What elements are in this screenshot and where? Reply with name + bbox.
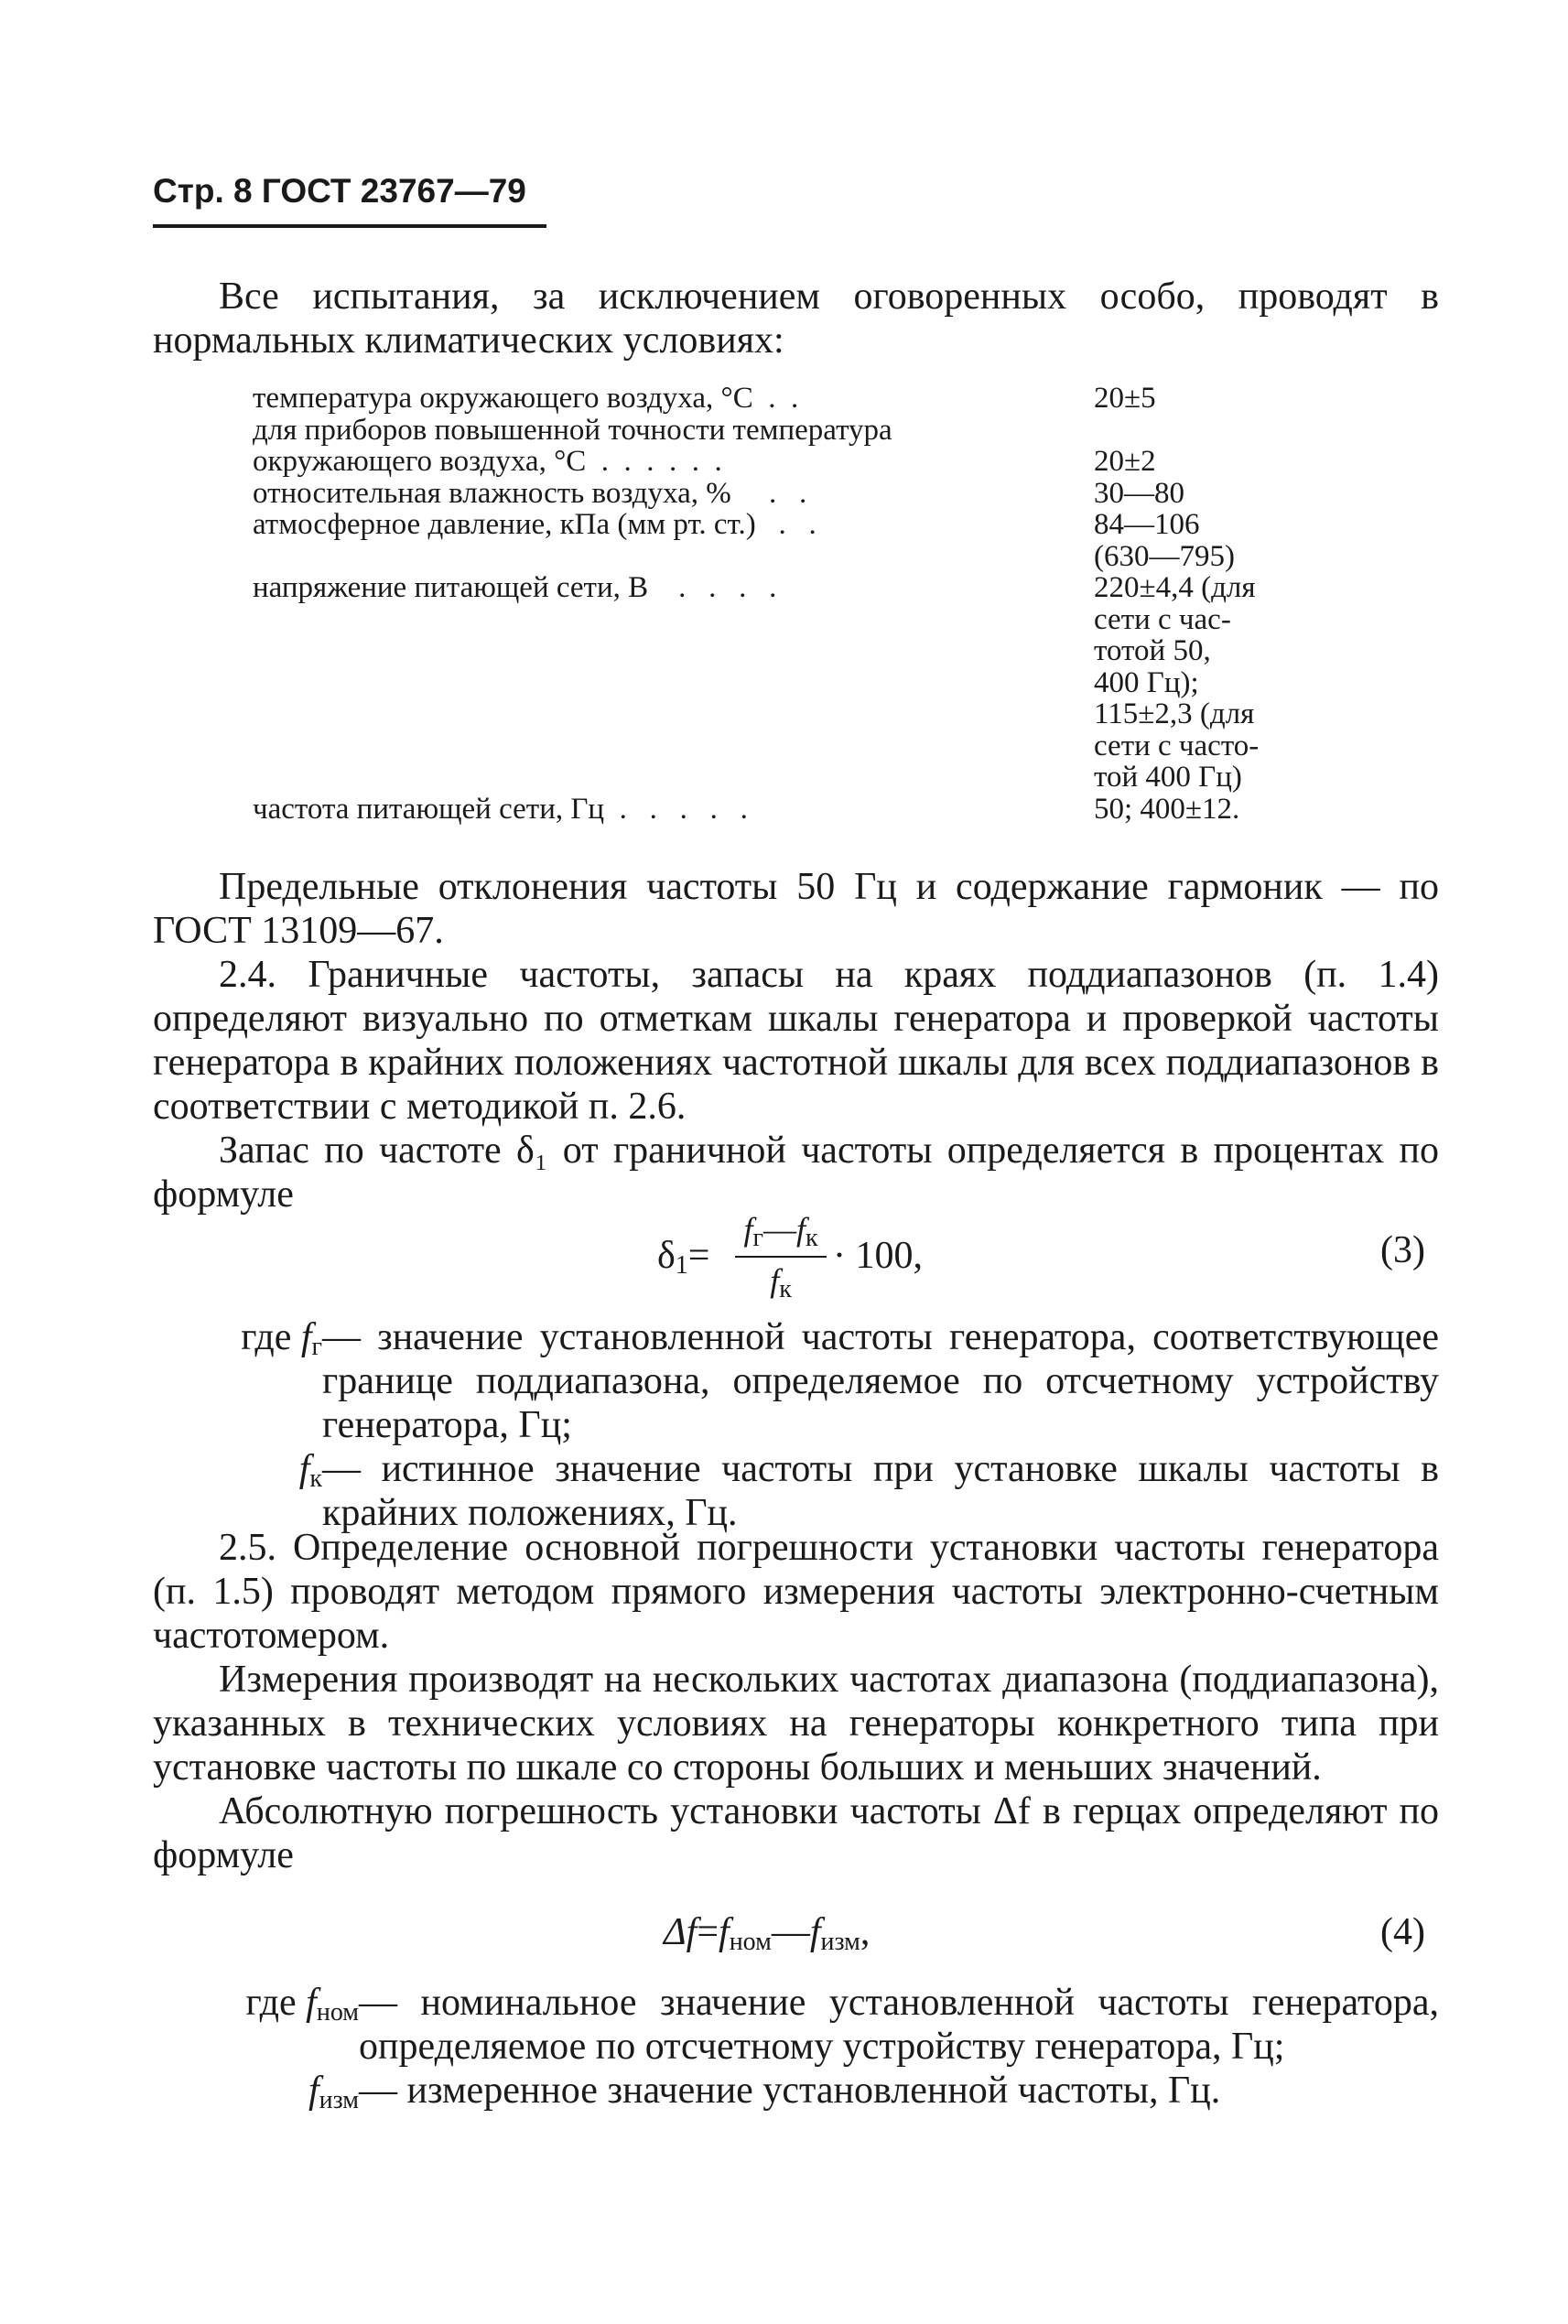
legend-row <box>153 2069 1439 2123</box>
condition-value: 220±4,4 (для сети с час- тотой 50, 400 Гц); 115±2,3 (для сети с часто- той 400 Гц) <box>1094 571 1260 794</box>
formula3-numerator: $f_г—f_к$ <box>743 1211 818 1252</box>
condition-value: 20±5 <box>1094 382 1156 415</box>
condition-value: 20±2 <box>1094 445 1156 478</box>
formula4-number: (4) <box>1380 1911 1425 1953</box>
condition-label: окружающего воздуха, °С . . . . . . <box>253 445 722 478</box>
condition-row <box>253 478 1314 510</box>
condition-label: температура окружающего воздуха, °С . . <box>253 382 799 415</box>
formula3-number: (3) <box>1380 1229 1425 1271</box>
condition-row <box>253 415 1314 447</box>
condition-label: частота питающей сети, Гц . . . . . <box>253 792 748 826</box>
formula3-denominator: $f_к$ <box>770 1262 792 1303</box>
condition-row <box>253 446 1314 478</box>
measure-paragraph: Измерения производят на нескольких частотах диапазона (поддиапазона), указанных в технических условиях на генераторы конкретного типа при установке частоты по шкале со стороны больших и меньших значений. <box>153 1659 1439 1789</box>
legend-symbol: $f_{изм}$ <box>308 2070 359 2114</box>
intro-paragraph <box>153 275 1439 362</box>
body-text <box>153 865 1439 1216</box>
legend-symbol: где $f_г$ <box>241 1316 322 1361</box>
legend-row <box>153 1315 1439 1447</box>
section-2-4-paragraph: 2.4. Граничные частоты, запасы на краях поддиапазонов (п. 1.4) определяют визуально по отметкам шкалы генератора и проверкой частоты генератора в крайних положениях частотной шкалы для всех поддиапазонов в соответствии с методикой п. 2.6. <box>153 954 1439 1128</box>
condition-value: 84—106 (630—795) <box>1094 508 1235 573</box>
condition-value: 30—80 <box>1094 476 1184 510</box>
formula3-lhs-sub: 1 <box>675 1251 688 1280</box>
abs-error-paragraph: Абсолютную погрешность установки частоты Δf в герцах определяют по формуле <box>153 1790 1439 1876</box>
formula3-legend <box>153 1315 1439 1535</box>
formula3-lhs: δ <box>657 1235 676 1277</box>
legend-row <box>153 1447 1439 1535</box>
legend-row <box>153 1981 1439 2069</box>
condition-row <box>253 509 1314 572</box>
legend-text: — измеренное значение установленной частоты, Гц. <box>359 2070 1221 2112</box>
formula-3 <box>657 1210 950 1311</box>
reserve-paragraph: Запас по частоте δ₁ от граничной частоты определяется в процентах по формуле <box>153 1130 1439 1216</box>
conditions-list <box>253 383 1314 825</box>
legend-text: — номинальное значение установленной частоты генератора, определяемое по отсчетному устройству генератора, Гц; <box>359 1982 1439 2068</box>
section-2-5-paragraph: 2.5. Определение основной погрешности установки частоты генератора (п. 1.5) проводят методом прямого измерения частоты электронно-счетным частотомером. <box>153 1527 1439 1657</box>
condition-label: относительная влажность воздуха, % . . <box>253 476 807 510</box>
formula3-tail: · 100, <box>833 1235 923 1277</box>
intro-text: Все испытания, за исключением оговоренных особо, проводят в нормальных климатических условиях: <box>153 276 1439 362</box>
formula3-eq: = <box>687 1235 710 1277</box>
header-rule <box>153 224 546 228</box>
body-text-2 <box>153 1526 1439 1877</box>
legend-text: — значение установленной частоты генератора, соответствующее границе поддиапазона, определяемое по отсчетному устройству генератора, Гц; <box>322 1316 1439 1446</box>
condition-value: 50; 400±12. <box>1094 792 1240 826</box>
formula-4: $\Delta f=f_{ном}—f_{изм}$, <box>664 1911 871 1956</box>
condition-value <box>1094 415 1314 447</box>
page-header: Стр. 8 ГОСТ 23767—79 <box>153 172 526 210</box>
condition-label: атмосферное давление, кПа (мм рт. ст.) . . <box>253 508 816 541</box>
condition-row <box>253 794 1314 826</box>
legend-text: — истинное значение частоты при установке шкалы частоты в крайних положениях, Гц. <box>322 1448 1439 1534</box>
condition-label: напряжение питающей сети, В . . . . <box>253 571 777 604</box>
condition-row <box>253 383 1314 415</box>
condition-row <box>253 572 1314 794</box>
formula4-lhs: Δf <box>664 1911 697 1953</box>
harmonics-paragraph: Предельные отклонения частоты 50 Гц и содержание гармоник — по ГОСТ 13109—67. <box>153 866 1439 952</box>
formula3-fraction-bar <box>735 1256 827 1258</box>
formula4-legend <box>153 1981 1439 2123</box>
legend-symbol: $f_к$ <box>298 1448 322 1493</box>
legend-symbol: где $f_{ном}$ <box>245 1982 359 2027</box>
condition-label: для приборов повышенной точности температура <box>253 413 892 447</box>
